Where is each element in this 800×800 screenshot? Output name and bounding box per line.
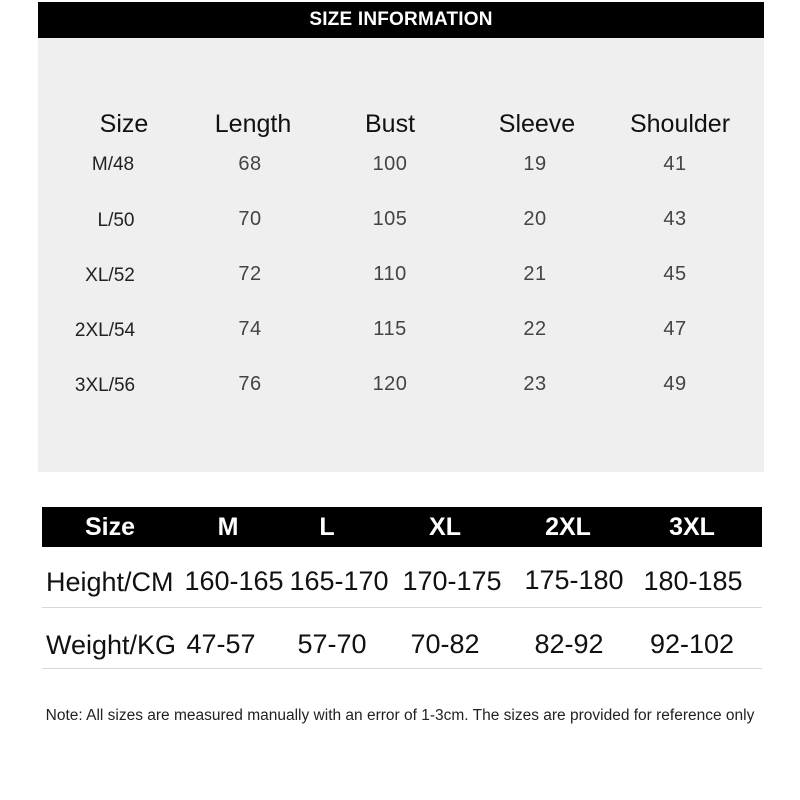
table-cell-length: 76	[238, 373, 262, 395]
column-header-length: Length	[214, 110, 292, 138]
column-header-size: Size	[99, 110, 149, 138]
table-cell-bust: 115	[373, 318, 407, 340]
weight-value-l: 57-70	[297, 629, 367, 659]
fit-header-2xl: 2XL	[545, 513, 591, 541]
weight-value-m: 47-57	[186, 629, 256, 659]
fit-header-size: Size	[84, 513, 136, 541]
height-row-label: Height/CM	[46, 567, 174, 597]
measurement-note: Note: All sizes are measured manually with an error of 1-3cm. The sizes are provided for reference only	[45, 707, 755, 724]
table-cell-shoulder: 49	[663, 373, 687, 395]
size-information-panel	[38, 2, 764, 472]
table-cell-shoulder: 47	[663, 318, 687, 340]
table-cell-shoulder: 45	[663, 263, 687, 285]
table-row-size: XL/52	[85, 265, 135, 286]
table-cell-sleeve: 21	[523, 263, 547, 285]
table-cell-shoulder: 43	[663, 208, 687, 230]
table-row-size: 3XL/56	[74, 375, 136, 396]
table-cell-sleeve: 19	[523, 153, 547, 175]
table-row-size: 2XL/54	[74, 320, 136, 341]
fit-table-header-bar	[42, 507, 762, 547]
height-value-2xl: 175-180	[524, 565, 624, 595]
table-cell-sleeve: 23	[523, 373, 547, 395]
height-value-m: 160-165	[184, 566, 284, 596]
weight-row-label: Weight/KG	[46, 630, 177, 660]
row-divider	[42, 668, 762, 669]
weight-value-2xl: 82-92	[534, 629, 604, 659]
table-cell-bust: 120	[372, 373, 408, 395]
column-header-shoulder: Shoulder	[629, 110, 731, 138]
fit-header-l: L	[319, 513, 335, 541]
weight-value-3xl: 92-102	[649, 629, 735, 659]
fit-header-3xl: 3XL	[669, 513, 715, 541]
size-information-title: SIZE INFORMATION	[38, 2, 764, 38]
row-divider	[42, 607, 762, 608]
column-header-sleeve: Sleeve	[498, 110, 576, 138]
table-cell-length: 72	[238, 263, 262, 285]
weight-value-xl: 70-82	[410, 629, 480, 659]
table-cell-bust: 100	[372, 153, 408, 175]
table-cell-sleeve: 20	[523, 208, 547, 230]
height-value-3xl: 180-185	[643, 566, 743, 596]
height-value-l: 165-170	[289, 566, 389, 596]
column-header-bust: Bust	[364, 110, 416, 138]
table-cell-bust: 110	[373, 263, 407, 285]
fit-header-xl: XL	[429, 513, 461, 541]
table-row-size: L/50	[97, 210, 135, 231]
height-value-xl: 170-175	[402, 566, 502, 596]
table-cell-length: 68	[238, 153, 262, 175]
table-row-size: M/48	[91, 154, 135, 175]
table-cell-length: 70	[238, 208, 262, 230]
fit-header-m: M	[217, 513, 239, 541]
table-cell-length: 74	[238, 318, 262, 340]
table-cell-bust: 105	[372, 208, 408, 230]
table-cell-shoulder: 41	[663, 153, 687, 175]
table-cell-sleeve: 22	[523, 318, 547, 340]
